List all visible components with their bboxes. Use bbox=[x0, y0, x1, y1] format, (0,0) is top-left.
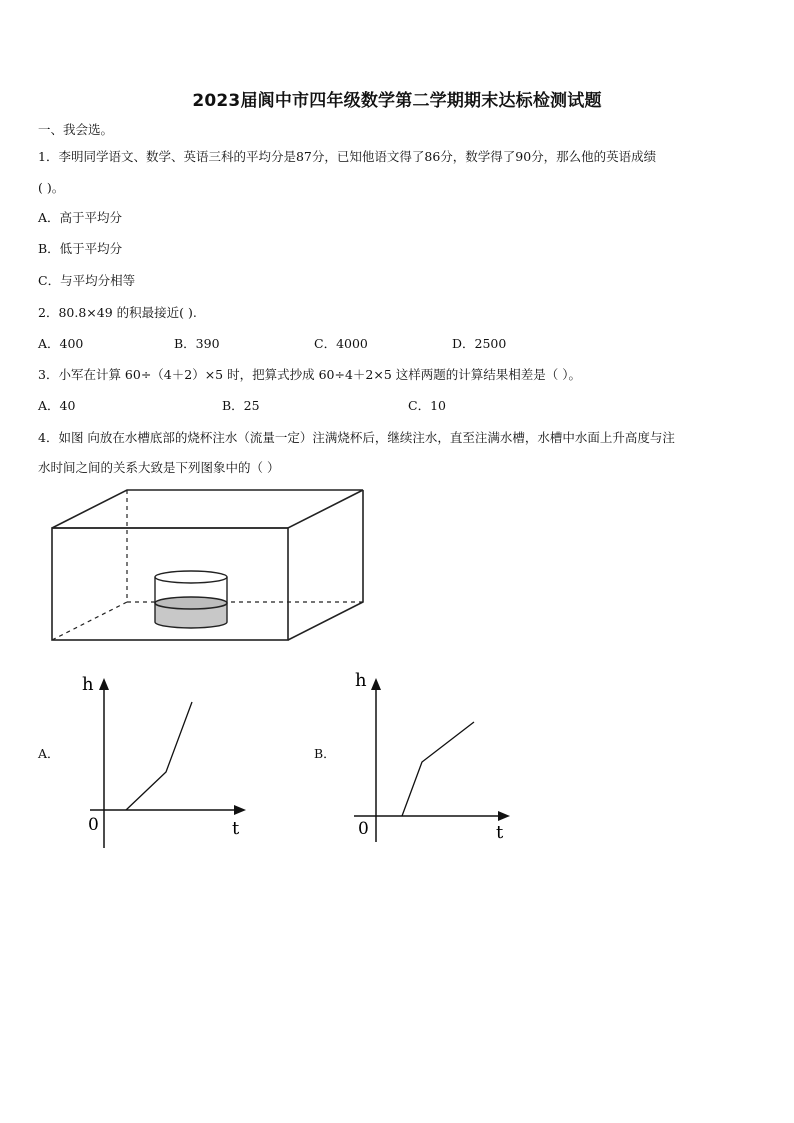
question-3-option-c: C．10 bbox=[408, 398, 446, 413]
question-4-text: 4．如图 向放在水槽底部的烧杯注水（流量一定）注满烧杯后，继续注水，直至注满水槽，水槽中水面上升高度与注 bbox=[38, 430, 675, 445]
question-1-text: 1．李明同学语文、数学、英语三科的平均分是87分，已知他语文得了86分，数学得了90分，那么他的英语成绩 bbox=[38, 149, 657, 164]
graph-b-x-arrow-icon bbox=[498, 811, 510, 821]
graph-a-line bbox=[126, 702, 192, 810]
graph-b-y-arrow-icon bbox=[371, 678, 381, 690]
graph-a-y-arrow-icon bbox=[99, 678, 109, 690]
graph-a-x-label: t bbox=[232, 818, 240, 839]
question-4-text-cont: 水时间之间的关系大致是下列图象中的（ ） bbox=[38, 460, 280, 475]
graph-b-line bbox=[402, 722, 474, 816]
graph-b-x-label: t bbox=[496, 822, 504, 843]
graph-a-x-arrow-icon bbox=[234, 805, 246, 815]
question-3-option-a: A．40 bbox=[38, 398, 76, 413]
graph-b-label: B． bbox=[314, 746, 336, 761]
graph-a-origin: 0 bbox=[88, 815, 99, 835]
question-2-option-c: C．4000 bbox=[314, 336, 368, 351]
question-3-text: 3．小军在计算 60÷（4＋2）×5 时，把算式抄成 60÷4＋2×5 这样两题的计算结果相差是（ ）。 bbox=[38, 367, 581, 382]
question-1-option-b: B．低于平均分 bbox=[38, 241, 123, 256]
beaker bbox=[155, 571, 227, 628]
question-2-option-b: B．390 bbox=[174, 336, 220, 351]
question-3-option-b: B．25 bbox=[222, 398, 260, 413]
graph-b-y-label: h bbox=[355, 670, 367, 691]
graph-b bbox=[352, 664, 532, 850]
graph-a bbox=[80, 664, 260, 850]
question-1-option-c: C．与平均分相等 bbox=[38, 273, 136, 288]
question-2-option-a: A．400 bbox=[38, 336, 84, 351]
question-1-text-cont: ( )。 bbox=[38, 180, 65, 195]
page-title: 2023届阆中市四年级数学第二学期期末达标检测试题 bbox=[192, 91, 602, 111]
graph-a-label: A． bbox=[38, 746, 60, 761]
graph-b-origin: 0 bbox=[358, 819, 369, 839]
question-2-text: 2．80.8×49 的积最接近( ). bbox=[38, 305, 197, 320]
water-tank-diagram bbox=[38, 484, 378, 654]
question-1-option-a: A．高于平均分 bbox=[38, 210, 123, 225]
tank-hidden-edge bbox=[52, 602, 127, 640]
tank-right-face bbox=[288, 490, 363, 640]
graph-a-y-label: h bbox=[82, 674, 94, 695]
question-2-option-d: D．2500 bbox=[452, 336, 507, 351]
tank-top-face bbox=[52, 490, 363, 528]
section-heading: 一、我会选。 bbox=[38, 122, 114, 137]
